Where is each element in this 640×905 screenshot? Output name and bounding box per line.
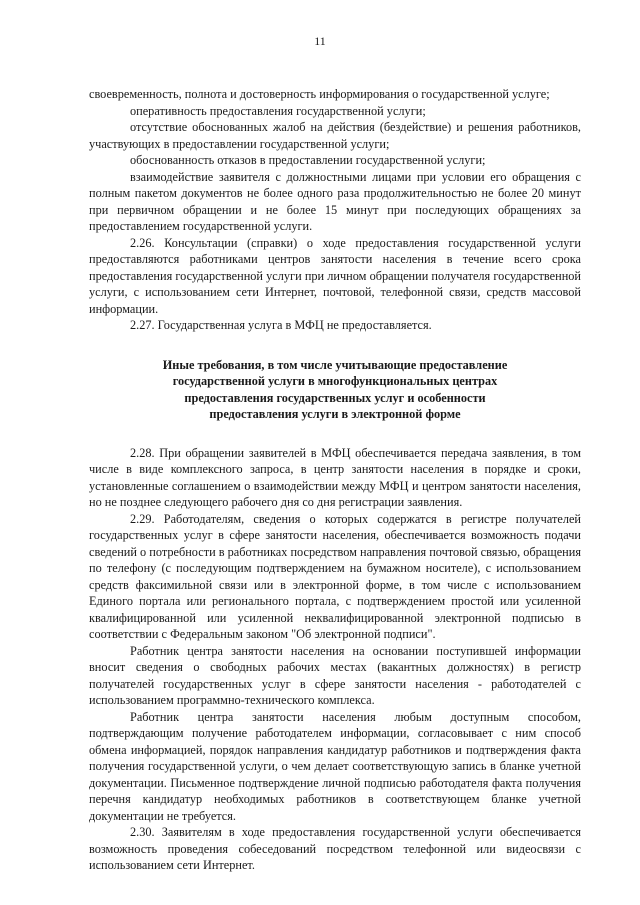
paragraph-timeliness: своевременность, полнота и достоверность информирования о государственной услуге; — [89, 87, 550, 101]
paragraph-efficiency: оперативность предоставления государственной услуги; — [130, 103, 426, 118]
paragraph-employer-confirmation: Работник центра занятости населения любым доступным способом, подтверждающим получение работодателем информации, согласовывает с ним способ обмена информацией, порядок направления кандидатур работников и подтверждения факта получения государственной услуги, о чем делает соответствующую запись в бланке учетной документации. Письменное подтверждение личной подписью работодателя факта получения перечня кандидатур необходимых работников в соответствующем бланке учетной документации не требуется. — [89, 709, 581, 823]
paragraph-2-30: 2.30. Заявителям в ходе предоставления государственной услуги обеспечивается возможность проведения собеседований посредством телефонной или видеосвязи с использованием сети Интернет. — [89, 825, 581, 872]
paragraph-no-complaints: отсутствие обоснованных жалоб на действия (бездействие) и решения работников, участвующих в предоставлении государственной услуги; — [89, 120, 581, 151]
paragraph-2-29: 2.29. Работодателям, сведения о которых содержатся в регистре получателей государственных услуг в сфере занятости населения, обеспечивается возможность подачи сведений о потребности в работниках посредством направления почтовой связью, обращения по телефону (с последующим подтверждением на бумажном носителе), с использованием средств факсимильной связи или в электронной форме, в том числе с использованием Единого портала или регионального портала, с подтверждением простой или усиленной квалифицированной или усиленной неквалифицированной электронной подписью в соответствии с Федеральным законом "Об электронной подписи". — [89, 511, 581, 641]
heading-line: государственной услуги в многофункциональных центрах — [172, 374, 498, 388]
paragraph-employer-registry: Работник центра занятости населения на основании поступившей информации вносит сведения о свободных рабочих местах (вакантных должностях) в регистр получателей государственных услуг в сфере занятости населения - работодателей с использованием программно-технического комплекса. — [89, 643, 581, 707]
document-body — [89, 86, 581, 874]
paragraph-refusals: обоснованность отказов в предоставлении государственной услуги; — [130, 153, 486, 167]
paragraph-interaction: взаимодействие заявителя с должностными лицами при условии его обращения с полным пакетом документов не более одного раза продолжительностью не более 20 минут при первичном обращении и не более 15 минут при последующих обращениях за предоставлением государственной услуги. — [89, 169, 581, 233]
heading-line: Иные требования, в том числе учитывающие предоставление — [162, 357, 508, 372]
paragraph-2-27: 2.27. Государственная услуга в МФЦ не предоставляется. — [130, 318, 432, 332]
section-heading — [89, 357, 581, 423]
heading-line: предоставления государственных услуг и особенности — [184, 390, 486, 405]
paragraph-2-28: 2.28. При обращении заявителей в МФЦ обеспечивается передача заявления, в том числе в виде комплексного запроса, в центр занятости населения в порядке и сроки, установленные соглашением о взаимодействии между МФЦ и центром занятости населения, но не позднее следующего рабочего дня со дня регистрации заявления. — [89, 445, 581, 509]
paragraph-2-26: 2.26. Консультации (справки) о ходе предоставления государственной услуги предоставляются работниками центров занятости населения в течение всего срока предоставления государственной услуги при личном обращении получателя государственной услуги, с использованием сети Интернет, почтовой, телефонной связи, средств массовой информации. — [89, 235, 581, 316]
page-number: 11 — [314, 34, 326, 48]
heading-line: предоставления услуги в электронной форме — [209, 407, 461, 421]
